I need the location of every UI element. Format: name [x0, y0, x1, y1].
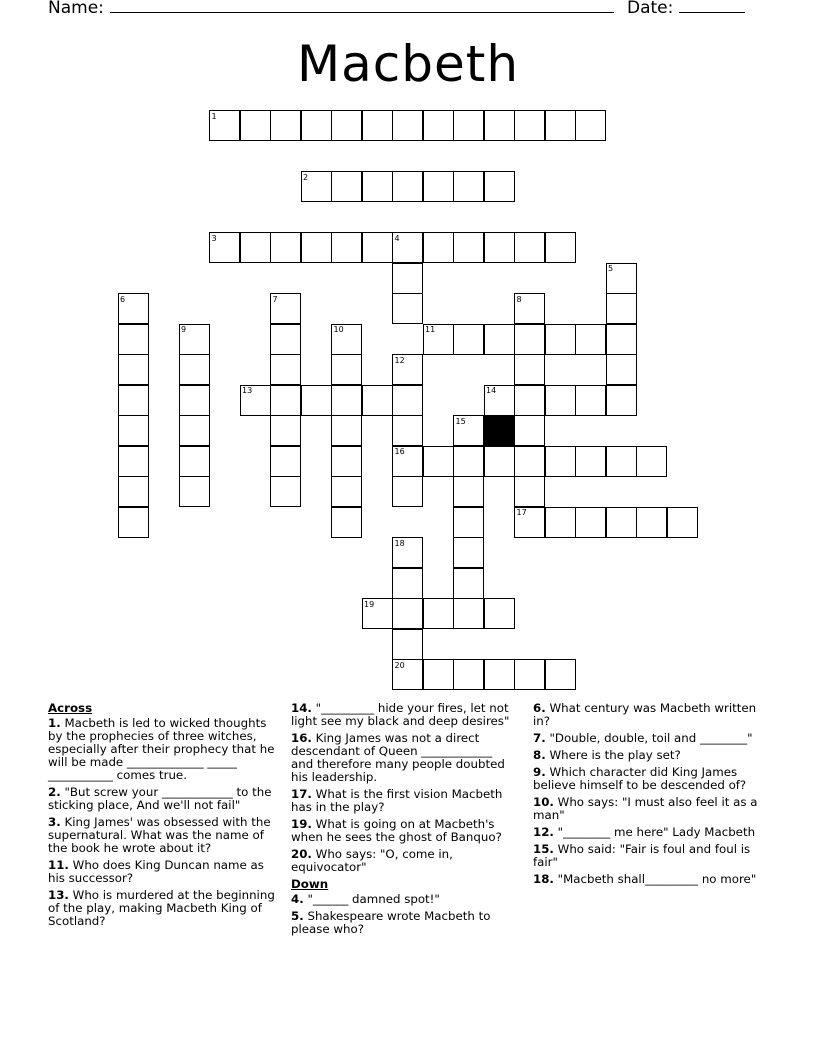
- grid-cell[interactable]: [484, 446, 515, 477]
- clue-item-number: 5.: [291, 909, 304, 923]
- clue-item-text: Who says: "O, come in, equivocator": [291, 847, 453, 874]
- grid-cell[interactable]: [392, 629, 423, 660]
- clue-item-number: 10.: [533, 795, 554, 809]
- grid-cell[interactable]: [270, 415, 301, 446]
- grid-cell[interactable]: [270, 324, 301, 355]
- clue-item-number: 14.: [291, 701, 312, 715]
- grid-cell[interactable]: [118, 507, 149, 538]
- clue-item-number: 4.: [291, 892, 304, 906]
- grid-cell[interactable]: [575, 507, 606, 538]
- grid-cell[interactable]: [575, 324, 606, 355]
- clue-number: 3: [211, 233, 217, 243]
- grid-cell[interactable]: [331, 232, 362, 263]
- clue-item-text: "But screw your ____________ to the sticking place, And we'll not fail": [48, 785, 272, 812]
- grid-cell[interactable]: [514, 110, 545, 141]
- grid-cell[interactable]: [606, 324, 637, 355]
- clue-item-text: "______ damned spot!": [303, 892, 440, 906]
- grid-cell[interactable]: [606, 293, 637, 324]
- clue-item-number: 7.: [533, 731, 546, 745]
- grid-cell[interactable]: [301, 110, 332, 141]
- clue-item-number: 15.: [533, 842, 554, 856]
- grid-cell[interactable]: [179, 446, 210, 477]
- grid-cell[interactable]: [362, 232, 393, 263]
- grid-cell[interactable]: [545, 110, 576, 141]
- name-label: Name:: [48, 0, 104, 18]
- clue-number: 20: [394, 660, 405, 670]
- clue-item-text: What century was Macbeth written in?: [533, 701, 757, 728]
- clue-item-text: Who is murdered at the beginning of the play, making Macbeth King of Scotland?: [48, 888, 275, 928]
- clue-number: 14: [486, 386, 497, 395]
- grid-cell[interactable]: [545, 385, 576, 416]
- clue-item: [291, 893, 513, 906]
- grid-cell[interactable]: [118, 446, 149, 477]
- grid-cell[interactable]: [392, 293, 423, 324]
- clue-item: [291, 788, 513, 814]
- grid-cell[interactable]: [667, 507, 698, 538]
- grid-cell[interactable]: [331, 354, 362, 385]
- clue-number: 15: [455, 416, 466, 426]
- grid-cell[interactable]: [362, 110, 393, 141]
- grid-cell[interactable]: [362, 171, 393, 202]
- clue-number: 19: [364, 599, 375, 609]
- grid-cell[interactable]: [392, 568, 423, 599]
- grid-cell[interactable]: [636, 507, 667, 538]
- clue-item: [48, 816, 284, 855]
- grid-cell[interactable]: [423, 110, 454, 141]
- grid-cell[interactable]: [514, 476, 545, 507]
- grid-cell[interactable]: [240, 110, 271, 141]
- grid-cell[interactable]: [606, 354, 637, 385]
- clue-item: [291, 732, 513, 784]
- clue-column-2: [291, 702, 513, 940]
- grid-cell[interactable]: [301, 385, 332, 416]
- grid-cell[interactable]: [575, 385, 606, 416]
- clue-item-number: 18.: [533, 872, 554, 886]
- clue-column-3: [533, 702, 763, 890]
- clue-item: [533, 826, 763, 839]
- clue-item-text: "Double, double, toil and ________": [545, 731, 753, 745]
- clue-number: 2: [303, 172, 309, 182]
- grid-cell[interactable]: [453, 324, 484, 355]
- grid-cell[interactable]: [362, 385, 393, 416]
- clue-item-text: Who said: "Fair is foul and foul is fair": [533, 842, 751, 869]
- date-label: Date:: [627, 0, 674, 18]
- clue-item-number: 1.: [48, 716, 61, 730]
- clue-item: [48, 786, 284, 812]
- grid-cell[interactable]: [392, 110, 423, 141]
- grid-block: [484, 415, 515, 446]
- clue-item-text: "Macbeth shall_________ no more": [553, 872, 757, 886]
- grid-cell[interactable]: [545, 446, 576, 477]
- grid-cell[interactable]: [575, 110, 606, 141]
- grid-cell[interactable]: [331, 110, 362, 141]
- grid-cell[interactable]: [118, 385, 149, 416]
- clue-item-number: 13.: [48, 888, 69, 902]
- grid-cell[interactable]: [392, 415, 423, 446]
- clue-item: [533, 873, 763, 886]
- grid-cell[interactable]: [423, 446, 454, 477]
- grid-cell[interactable]: [423, 659, 454, 690]
- grid-cell[interactable]: [514, 385, 545, 416]
- grid-cell[interactable]: [453, 659, 484, 690]
- clue-item-text: Where is the play set?: [545, 748, 681, 762]
- grid-cell[interactable]: [392, 263, 423, 294]
- grid-cell[interactable]: [453, 598, 484, 629]
- grid-cell[interactable]: [423, 232, 454, 263]
- down-heading: Down: [291, 877, 329, 891]
- grid-cell[interactable]: [240, 232, 271, 263]
- grid-cell[interactable]: [514, 324, 545, 355]
- clue-item: [533, 702, 763, 728]
- clue-item-text: Shakespeare wrote Macbeth to please who?: [291, 909, 491, 936]
- grid-cell[interactable]: [484, 110, 515, 141]
- grid-cell[interactable]: [179, 385, 210, 416]
- clue-item: [533, 843, 763, 869]
- grid-cell[interactable]: [331, 385, 362, 416]
- grid-cell[interactable]: [118, 324, 149, 355]
- grid-cell[interactable]: [179, 415, 210, 446]
- grid-cell[interactable]: [514, 354, 545, 385]
- grid-cell[interactable]: [484, 171, 515, 202]
- grid-cell[interactable]: [331, 507, 362, 538]
- clue-item-text: "_________ hide your fires, let not light see my black and deep desires": [291, 701, 510, 728]
- grid-cell[interactable]: [636, 446, 667, 477]
- clue-item: [291, 818, 513, 844]
- clue-item-text: "________ me here" Lady Macbeth: [553, 825, 756, 839]
- grid-cell[interactable]: [392, 598, 423, 629]
- grid-cell[interactable]: [179, 354, 210, 385]
- grid-cell[interactable]: [331, 415, 362, 446]
- grid-cell[interactable]: [545, 507, 576, 538]
- clue-item-number: 16.: [291, 731, 312, 745]
- grid-cell[interactable]: [331, 446, 362, 477]
- clue-item-number: 11.: [48, 858, 69, 872]
- grid-cell[interactable]: [484, 232, 515, 263]
- clue-item-text: Macbeth is led to wicked thoughts by the prophecies of three witches, especially after their prophecy that he will be made _____________ _____ ___________ comes true.: [48, 716, 275, 782]
- clue-number: 7: [272, 294, 278, 304]
- clue-column-1: [48, 702, 284, 932]
- clue-item: [48, 889, 284, 928]
- grid-cell[interactable]: [301, 232, 332, 263]
- grid-cell[interactable]: [118, 354, 149, 385]
- clue-number: 11: [425, 325, 436, 334]
- clue-item: [533, 732, 763, 745]
- grid-cell[interactable]: [545, 324, 576, 355]
- grid-cell[interactable]: [331, 171, 362, 202]
- clue-item-text: King James was not a direct descendant of Queen ____________ and therefore many people doubted his leadership.: [291, 731, 505, 784]
- clue-number: 6: [120, 294, 126, 304]
- clue-item-number: 12.: [533, 825, 554, 839]
- grid-cell[interactable]: [392, 171, 423, 202]
- grid-cell[interactable]: [453, 232, 484, 263]
- grid-cell[interactable]: [453, 537, 484, 568]
- clue-item-number: 8.: [533, 748, 546, 762]
- clue-number: 1: [211, 111, 217, 121]
- grid-cell[interactable]: [484, 659, 515, 690]
- clue-item: [291, 702, 513, 728]
- grid-cell[interactable]: [270, 446, 301, 477]
- grid-cell[interactable]: [118, 415, 149, 446]
- clue-item-text: Who does King Duncan name as his successor?: [48, 858, 264, 885]
- grid-cell[interactable]: [453, 476, 484, 507]
- clue-item: [291, 910, 513, 936]
- clue-number: 16: [394, 447, 405, 456]
- grid-cell[interactable]: [392, 476, 423, 507]
- clue-number: 8: [516, 294, 522, 304]
- grid-cell[interactable]: [270, 110, 301, 141]
- grid-cell[interactable]: [118, 476, 149, 507]
- grid-cell[interactable]: [179, 476, 210, 507]
- grid-cell[interactable]: [331, 476, 362, 507]
- clue-item: [48, 859, 284, 885]
- page-title: Macbeth: [296, 35, 520, 93]
- clue-number: 9: [181, 325, 187, 334]
- grid-cell[interactable]: [270, 354, 301, 385]
- clue-item-text: What is the first vision Macbeth has in the play?: [291, 787, 503, 814]
- clue-number: 10: [333, 325, 344, 334]
- clue-item: [291, 848, 513, 874]
- grid-cell[interactable]: [270, 232, 301, 263]
- across-heading: Across: [48, 701, 93, 715]
- clue-item-number: 20.: [291, 847, 312, 861]
- grid-cell[interactable]: [453, 507, 484, 538]
- clue-number: 5: [608, 264, 614, 273]
- clue-number: 17: [516, 508, 527, 517]
- clue-item-number: 6.: [533, 701, 546, 715]
- grid-cell[interactable]: [545, 232, 576, 263]
- clue-item: [533, 749, 763, 762]
- clue-item: [48, 717, 284, 782]
- clue-number: 12: [394, 355, 405, 365]
- grid-cell[interactable]: [514, 446, 545, 477]
- grid-cell[interactable]: [545, 659, 576, 690]
- clue-item: [533, 796, 763, 822]
- clue-item-text: Who says: "I must also feel it as a man": [533, 795, 758, 822]
- grid-cell[interactable]: [484, 324, 515, 355]
- grid-cell[interactable]: [270, 476, 301, 507]
- grid-cell[interactable]: [453, 446, 484, 477]
- grid-cell[interactable]: [270, 385, 301, 416]
- clue-item-text: Which character did King James believe himself to be descended of?: [533, 765, 747, 792]
- grid-cell[interactable]: [423, 598, 454, 629]
- clue-item-number: 9.: [533, 765, 546, 779]
- clue-item-number: 19.: [291, 817, 312, 831]
- clue-item-number: 2.: [48, 785, 61, 799]
- clue-number: 13: [242, 386, 253, 395]
- grid-cell[interactable]: [423, 171, 454, 202]
- grid-cell[interactable]: [453, 171, 484, 202]
- grid-cell[interactable]: [453, 110, 484, 141]
- grid-cell[interactable]: [606, 446, 637, 477]
- clue-item-text: King James' was obsessed with the supernatural. What was the name of the book he wrote about it?: [48, 815, 271, 855]
- grid-cell[interactable]: [514, 415, 545, 446]
- clue-item-number: 3.: [48, 815, 61, 829]
- clue-number: 18: [394, 538, 405, 548]
- grid-cell[interactable]: [453, 568, 484, 599]
- clue-item-text: What is going on at Macbeth's when he sees the ghost of Banquo?: [291, 817, 502, 844]
- grid-cell[interactable]: [484, 598, 515, 629]
- clue-item-number: 17.: [291, 787, 312, 801]
- grid-cell[interactable]: [606, 385, 637, 416]
- grid-cell[interactable]: [575, 446, 606, 477]
- clue-item: [533, 766, 763, 792]
- grid-cell[interactable]: [514, 659, 545, 690]
- grid-cell[interactable]: [392, 385, 423, 416]
- grid-cell[interactable]: [514, 232, 545, 263]
- clue-number: 4: [394, 233, 400, 243]
- grid-cell[interactable]: [606, 507, 637, 538]
